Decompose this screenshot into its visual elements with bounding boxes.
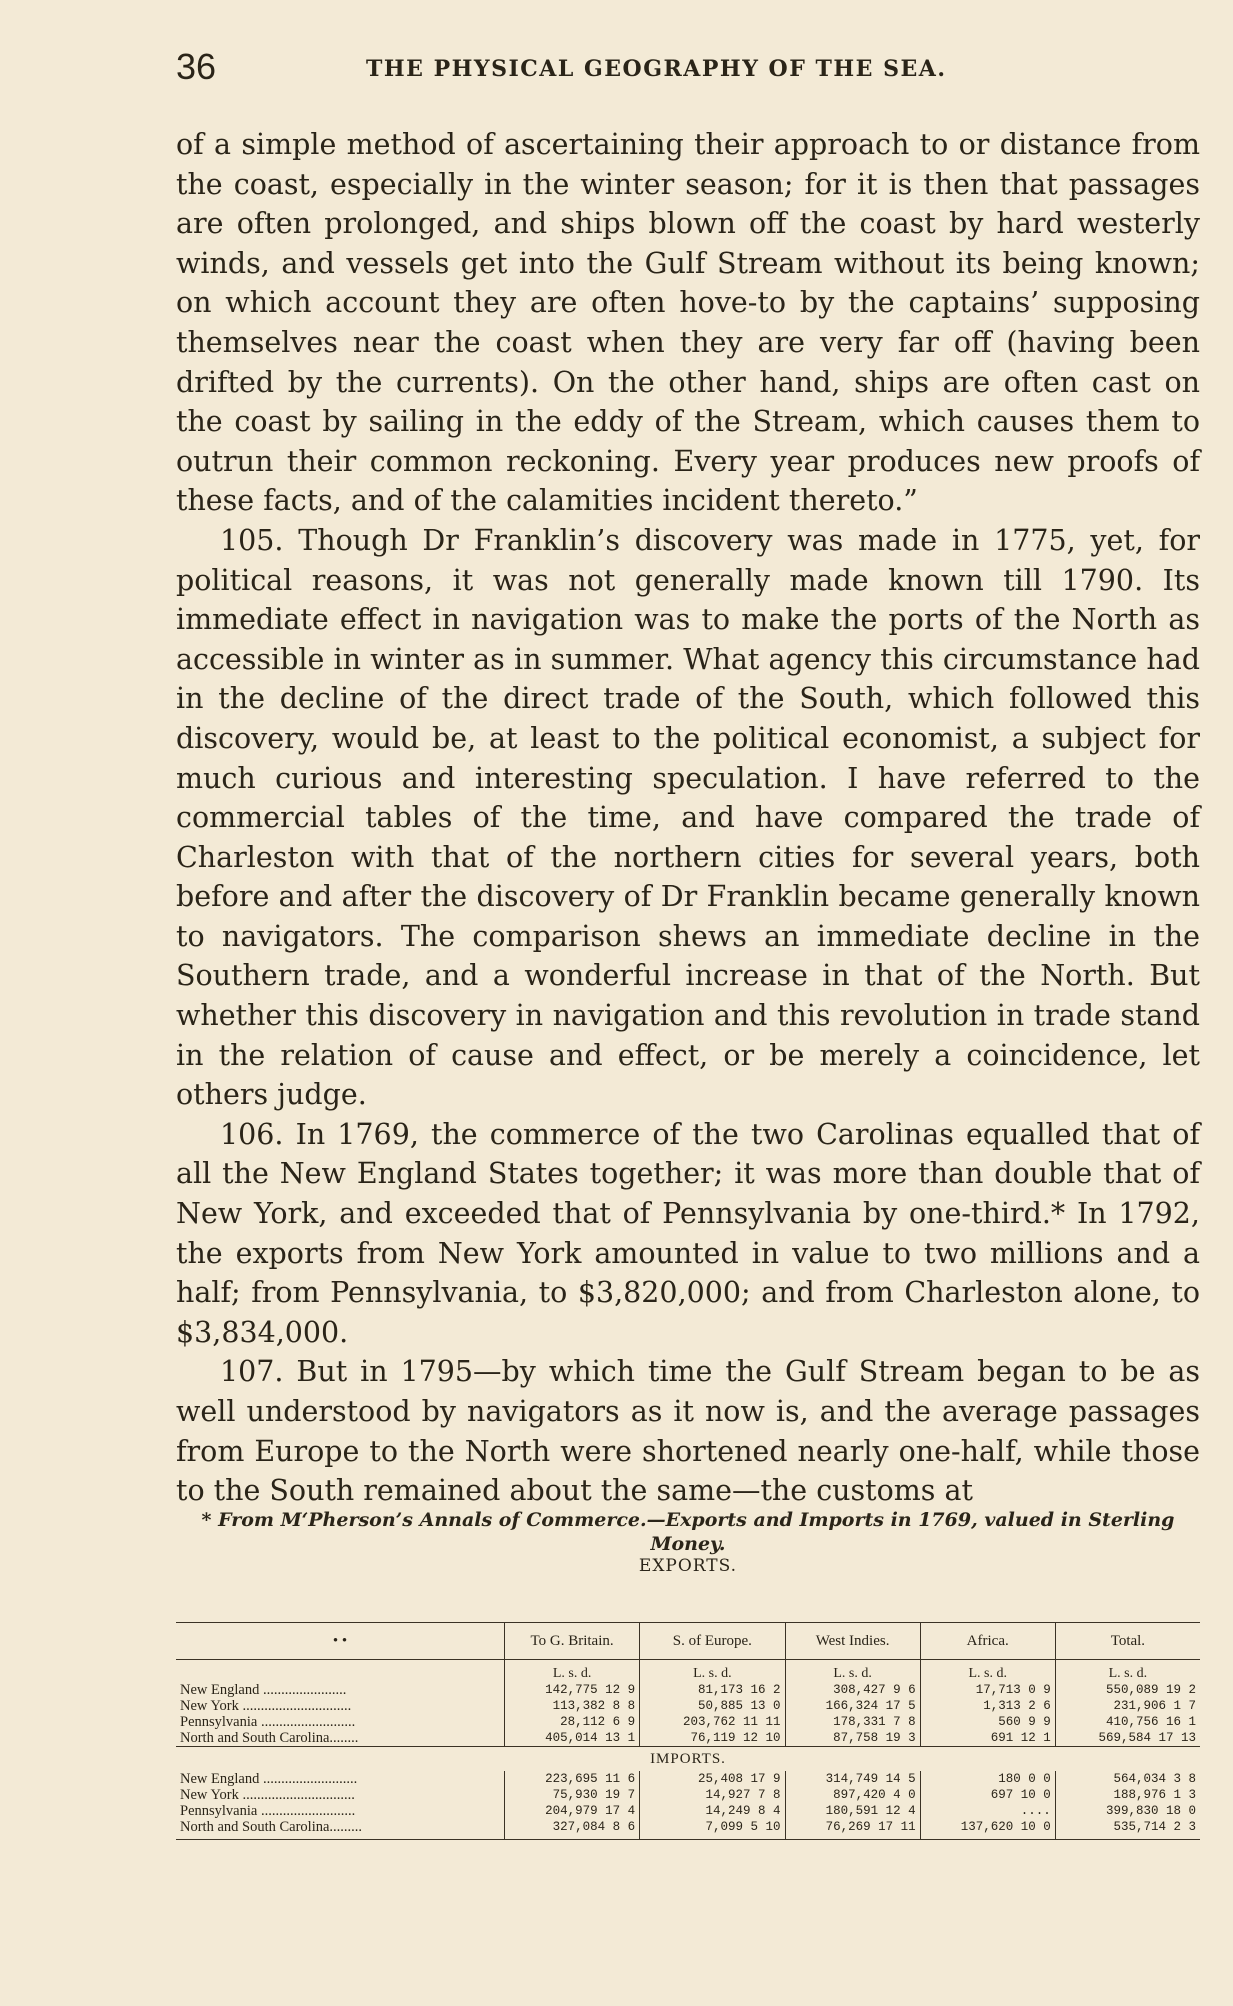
paragraph-continued: of a simple method of ascertaining their approach to or distance from the coast, especially in the winter season; for it is then that passages are often prolonged, and ships blown off the coast by hard westerly winds, and vessels get into the Gulf Stream without its being known; on which account they are often hove-to by the captains’ supposing themselves near the coast when they are very far off (having been drifted by the currents). On the other hand, ships are often cast on the coast by sailing in the eddy of the Stream, which causes them to outrun their common reckoning. Every year produces new proofs of these facts, and of the calamities incident thereto.” <box>176 128 1200 518</box>
table-cell: 50,885 13 0 <box>640 1698 785 1714</box>
table-row <box>176 1730 1200 1747</box>
unit-label: L. s. d. <box>1055 1660 1200 1683</box>
table-cell: 76,269 17 11 <box>785 1819 920 1840</box>
table-cell: 535,714 2 3 <box>1055 1819 1200 1840</box>
table-cell: 180 0 0 <box>920 1771 1055 1787</box>
page-header <box>176 46 1206 86</box>
table-cell: 697 10 0 <box>920 1787 1055 1803</box>
imports-section-row <box>176 1747 1200 1772</box>
running-title: THE PHYSICAL GEOGRAPHY OF THE SEA. <box>366 56 947 82</box>
row-label: Pennsylvania .......................... <box>180 1803 356 1819</box>
table-cell: 231,906 1 7 <box>1055 1698 1200 1714</box>
table-row <box>176 1698 1200 1714</box>
table-cell: 327,084 8 6 <box>505 1819 640 1840</box>
row-label: North and South Carolina......... <box>176 1819 505 1840</box>
body-text <box>176 125 1200 1511</box>
row-label: Pennsylvania .......................... <box>180 1714 356 1730</box>
unit-label: L. s. d. <box>920 1660 1055 1683</box>
table-cell: 564,034 3 8 <box>1055 1771 1200 1787</box>
table-row <box>176 1771 1200 1787</box>
table-cell: 691 12 1 <box>920 1730 1055 1747</box>
paragraph-107: 107. But in 1795—by which time the Gulf Stream began to be as well understood by navigators as it now is, and the average passages from Europe to the North were shortened nearly one-half, while those to the South remained about the same—the customs at <box>176 1355 1200 1508</box>
table-cell: 17,713 0 9 <box>920 1682 1055 1698</box>
paragraph-106: 106. In 1769, the commerce of the two Carolinas equalled that of all the New England States together; it was more than double that of New York, and exceeded that of Pennsylvania by one-third.* In 1792, the exports from New York amounted in value to two millions and a half; from Pennsylvania, to $3,820,000; and from Charleston alone, to $3,834,000. <box>176 1117 1200 1349</box>
table-cell: 75,930 19 7 <box>505 1787 640 1803</box>
table-cell: 410,756 16 1 <box>1055 1714 1200 1730</box>
unit-label: L. s. d. <box>785 1660 920 1683</box>
col-header-great-britain: To G. Britain. <box>505 1623 640 1660</box>
table-cell: 87,758 19 3 <box>785 1730 920 1747</box>
table-cell: 28,112 6 9 <box>505 1714 640 1730</box>
table-cell: 76,119 12 10 <box>640 1730 785 1747</box>
table-cell: 166,324 17 5 <box>785 1698 920 1714</box>
table-cell: 204,979 17 4 <box>505 1803 640 1819</box>
col-header-south-europe: S. of Europe. <box>640 1623 785 1660</box>
row-label: New York .............................. <box>180 1698 352 1714</box>
table-cell: 7,099 5 10 <box>640 1819 785 1840</box>
unit-label: L. s. d. <box>505 1660 640 1683</box>
col-header-west-indies: West Indies. <box>785 1623 920 1660</box>
table-cell: .... <box>920 1803 1055 1819</box>
exports-table-title: EXPORTS. <box>638 1556 738 1576</box>
table-cell: 180,591 12 4 <box>785 1803 920 1819</box>
table-cell: 1,313 2 6 <box>920 1698 1055 1714</box>
table-cell: 142,775 12 9 <box>505 1682 640 1698</box>
table-cell: 25,408 17 9 <box>640 1771 785 1787</box>
units-row <box>176 1660 1200 1683</box>
table-cell: 308,427 9 6 <box>785 1682 920 1698</box>
table-cell: 399,830 18 0 <box>1055 1803 1200 1819</box>
trade-table <box>176 1622 1200 1840</box>
table-row <box>176 1803 1200 1819</box>
table-cell: 569,584 17 13 <box>1055 1730 1200 1747</box>
row-label: New England .......................... <box>180 1771 358 1787</box>
table-row <box>176 1819 1200 1840</box>
table-cell: 14,249 8 4 <box>640 1803 785 1819</box>
table-cell: 81,173 16 2 <box>640 1682 785 1698</box>
table-row <box>176 1682 1200 1698</box>
imports-title: IMPORTS. <box>176 1747 1200 1772</box>
table-cell: 550,089 19 2 <box>1055 1682 1200 1698</box>
table-cell: 314,749 14 5 <box>785 1771 920 1787</box>
row-label: North and South Carolina........ <box>180 1730 359 1746</box>
table-cell: 897,420 4 0 <box>785 1787 920 1803</box>
table-cell: 14,927 7 8 <box>640 1787 785 1803</box>
table-cell: 188,976 1 3 <box>1055 1787 1200 1803</box>
table-cell: 137,620 10 0 <box>920 1819 1055 1840</box>
table-cell: 178,331 7 8 <box>785 1714 920 1730</box>
table-cell: 223,695 11 6 <box>505 1771 640 1787</box>
table-row <box>176 1787 1200 1803</box>
row-label: New England ....................... <box>180 1682 347 1698</box>
col-header-total: Total. <box>1055 1623 1200 1660</box>
table-row <box>176 1714 1200 1730</box>
footnote: * From M‘Pherson’s Annals of Commerce.—Exports and Imports in 1769, valued in Sterling Money. <box>201 1509 1175 1555</box>
col-header-africa: Africa. <box>920 1623 1055 1660</box>
page-number: 36 <box>176 46 217 87</box>
table-cell: 113,382 8 8 <box>505 1698 640 1714</box>
table-stub-header: • • <box>176 1623 505 1660</box>
paragraph-105: 105. Though Dr Franklin’s discovery was made in 1775, yet, for political reasons, it was not generally made known till 1790. Its immediate effect in navigation was to make the ports of the North as accessible in winter as in summer. What agency this circumstance had in the decline of the direct trade of the South, which followed this discovery, would be, at least to the political economist, a subject for much curious and interesting speculation. I have referred to the commercial tables of the time, and have compared the trade of Charleston with that of the northern cities for several years, both before and after the discovery of Dr Franklin became generally known to navigators. The comparison shews an immediate decline in the Southern trade, and a wonderful increase in that of the North. But whether this discovery in navigation and this revolution in trade stand in the relation of cause and effect, or be merely a coincidence, let others judge. <box>176 523 1200 1112</box>
table-cell: 203,762 11 11 <box>640 1714 785 1730</box>
unit-label: L. s. d. <box>640 1660 785 1683</box>
table-cell: 560 9 9 <box>920 1714 1055 1730</box>
table-cell: 405,014 13 1 <box>505 1730 640 1747</box>
row-label: New York ............................... <box>180 1787 355 1803</box>
